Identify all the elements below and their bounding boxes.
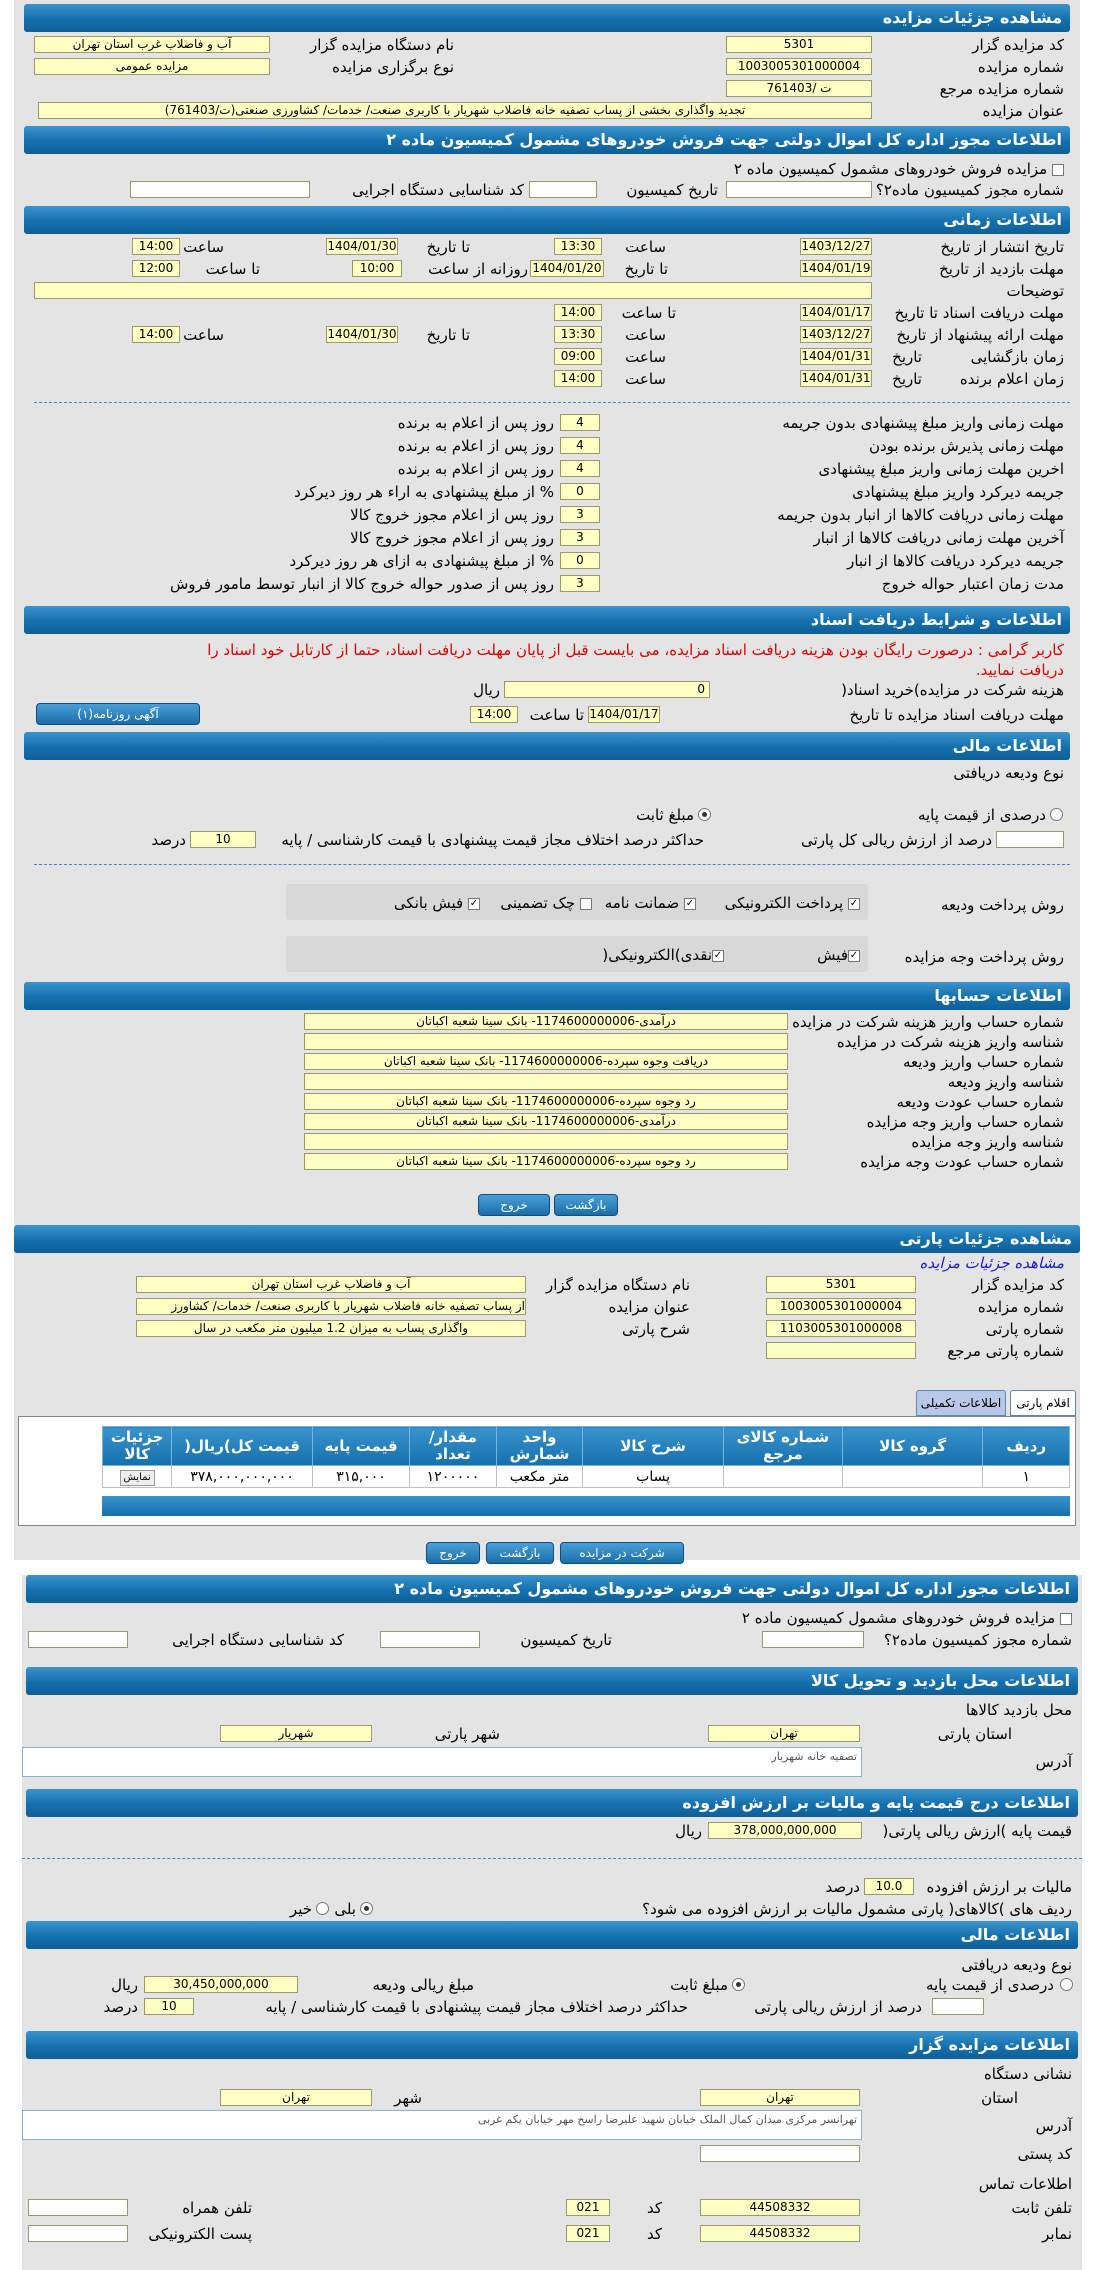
visit-header: اطلاعات محل بازدید و تحویل کالا	[26, 1667, 1078, 1695]
ref-number-label: شماره مزایده مرجع	[939, 80, 1064, 98]
vat-no-radio[interactable]	[316, 1902, 329, 1915]
account-label: شماره حساب واریز ودیعه	[902, 1053, 1064, 1071]
fixed-option-label: مبلغ ثابت	[636, 806, 694, 824]
publish-label: تاریخ انتشار از تاریخ	[940, 238, 1064, 256]
penalty-label: اخرین مهلت زمانی واریز مبلغ پیشنهادی	[818, 460, 1064, 478]
price-method-slip-label: فیش	[817, 946, 848, 964]
winner-label: زمان اعلام برنده	[959, 370, 1064, 388]
party-no-field: 1103005301000008	[766, 1320, 916, 1337]
party-desc-label: شرح پارتی	[622, 1320, 690, 1338]
doc-to-field: 1404/01/17	[801, 305, 871, 319]
penalty-suffix: روز پس از اعلام مجوز خروج کالا	[350, 529, 554, 547]
offer-to-time-label: ساعت	[183, 326, 224, 344]
auction-number-label: شماره مزایده	[977, 58, 1064, 76]
docs-fee-label: هزینه شرکت در مزایده)خرید اسناد(	[841, 681, 1064, 699]
penalty-label: مدت زمان اعتبار حواله خروج	[881, 575, 1064, 593]
fixed2-option-label: مبلغ ثابت	[670, 1976, 728, 1994]
divider	[22, 1858, 1082, 1859]
account-field: رد وجوه سپرده-1174600000006- بانک سینا شعبه اکباتان	[304, 1093, 788, 1110]
permit-number-field	[726, 181, 872, 198]
party-province-field: تهران	[708, 1725, 860, 1742]
phone-field: 44508332	[700, 2199, 860, 2216]
table-footer	[102, 1496, 1070, 1516]
exec-id-field	[130, 181, 310, 198]
party-subject-field: از پساب تصفیه خانه فاضلاب شهریار با کاربری صنعت/ خدمات/ کشاورز	[136, 1298, 526, 1315]
docs-deadline-time: 14:00	[470, 706, 518, 723]
method-electronic[interactable]	[704, 894, 860, 912]
penalty-label: مهلت زمانی پذیرش برنده بودن	[868, 437, 1064, 455]
permit-number-label: شماره مجوز کمیسیون ماده۲؟	[875, 181, 1064, 199]
checkbox-icon[interactable]	[1060, 1613, 1072, 1625]
docs-header: اطلاعات و شرایط دریافت اسناد	[24, 606, 1070, 634]
docs-deadline-date: 1404/01/17	[589, 707, 659, 721]
max-diff-percent: درصد	[151, 831, 186, 849]
permit-checkbox[interactable]	[694, 160, 1064, 178]
account-field	[304, 1073, 788, 1090]
account-field	[304, 1133, 788, 1150]
vat-no-label: خیر	[289, 1900, 312, 1918]
penalty-value: 0	[560, 552, 600, 569]
party-org-field: آب و فاضلاب غرب استان تهران	[136, 1276, 526, 1293]
phone-label: تلفن ثابت	[1011, 2199, 1072, 2217]
max-diff-field: 10	[190, 831, 256, 848]
check-icon[interactable]: ✓	[469, 897, 479, 909]
penalty-value: 3	[560, 506, 600, 523]
vat-field: 10.0	[864, 1878, 914, 1895]
max-diff2-field: 10	[144, 1998, 194, 2015]
party-items-table	[102, 1426, 1070, 1488]
cell-unit: متر مکعب	[496, 1466, 583, 1488]
subject-field: تجدید واگذاری بخشی از پساب تصفیه خانه فاضلاب شهریار با کاربری صنعت/ خدمات/ کشاورزی صنعتی(ت/761403)	[38, 102, 872, 119]
penalty-label: جریمه دیرکرد واریز مبلغ پیشنهادی	[852, 483, 1064, 501]
auctioneer-province-field: تهران	[700, 2089, 860, 2106]
exec-id-label: کد شناسایی دستگاه اجرایی	[352, 181, 524, 199]
penalty-suffix: % از مبلغ پیشنهادی به اراء هر روز دیرکرد	[294, 483, 554, 501]
party-exit-button[interactable]: خروج	[426, 1542, 480, 1564]
fax-label: نمابر	[1042, 2225, 1072, 2243]
visit-from-field: 1404/01/19	[801, 261, 871, 275]
party-address-field: تصفیه خانه شهریار	[22, 1747, 862, 1777]
divider	[34, 402, 1070, 403]
docs-fee-field: 0	[504, 681, 710, 698]
fixed-radio[interactable]	[698, 808, 711, 821]
offer-from-field: 1403/12/27	[801, 327, 871, 341]
description-label: توضیحات	[1006, 282, 1064, 300]
permit2-number-field	[762, 1631, 864, 1648]
party-no-label: شماره پارتی	[985, 1320, 1064, 1338]
commission-date-field	[529, 181, 597, 198]
method-electronic-label: پرداخت الکترونیکی	[724, 894, 844, 912]
fax-code-field: 021	[566, 2225, 610, 2242]
base-price-rial: ریال	[675, 1822, 702, 1840]
column-header: شرح کالا	[583, 1427, 724, 1466]
publish-to-time-field: 14:00	[132, 238, 180, 255]
publish-from-field: 1403/12/27	[801, 239, 871, 253]
percent2-radio[interactable]	[1060, 1978, 1073, 1991]
docs-fee-rial: ریال	[473, 681, 500, 699]
cell-total: ۳۷۸,۰۰۰,۰۰۰,۰۰۰	[172, 1466, 313, 1488]
account-label: شماره حساب عودت ودیعه	[896, 1093, 1064, 1111]
permit2-checkbox-label: مزایده فروش خودروهای مشمول کمیسیون ماده ۲	[741, 1609, 1056, 1627]
visit-deadline-label: مهلت بازدید از تاریخ	[939, 260, 1064, 278]
permit2-exec-label: کد شناسایی دستگاه اجرایی	[172, 1631, 344, 1649]
check-icon[interactable]: ✓	[713, 949, 723, 961]
percent-party2-field	[932, 1998, 984, 2015]
offer-from-time-field: 13:30	[554, 326, 602, 343]
exit-button[interactable]: خروج	[478, 1194, 550, 1216]
party-subject-label: عنوان مزایده	[608, 1298, 690, 1316]
mobile-field	[28, 2199, 128, 2216]
penalty-label: مهلت زمانی دریافت کالاها از انبار بدون جریمه	[777, 506, 1064, 524]
max-diff2-label: حداکثر درصد اختلاف مجاز قیمت پیشنهادی با قیمت کارشناسی / پایه	[265, 1998, 688, 2016]
account-field: دریافت وجوه سپرده-1174600000006- بانک سینا شعبه اکباتان	[304, 1053, 788, 1070]
docs-deadline-time-label: تا ساعت	[529, 706, 584, 724]
visit-place-label: محل بازدید کالاها	[965, 1701, 1072, 1719]
max-diff-label: حداکثر درصد اختلاف مجاز قیمت پیشنهادی با قیمت کارشناسی / پایه	[281, 831, 704, 849]
subject-label: عنوان مزایده	[982, 102, 1064, 120]
offer-to-time-field: 14:00	[132, 326, 180, 343]
percent2-option-label: درصدی از قیمت پایه	[925, 1976, 1054, 1994]
docs-warning: کاربر گرامی : درصورت رایگان بودن هزینه دریافت اسناد مزایده، می بایست قبل از پایان مهلت دریافت اسناد، حتما از کارتابل خود اسناد را دریافت نمایید.	[207, 641, 1064, 679]
postal-code-field	[700, 2145, 860, 2162]
penalty-value: 4	[560, 460, 600, 477]
column-header: قیمت پایه	[312, 1427, 409, 1466]
account-label: شماره حساب واریز وجه مزایده	[866, 1113, 1064, 1131]
account-label: شماره حساب عودت وجه مزایده	[860, 1153, 1064, 1171]
auctioneer-city-label: شهر	[394, 2089, 422, 2107]
penalty-suffix: روز پس از اعلام به برنده	[397, 437, 554, 455]
column-header: گروه کالا	[842, 1427, 983, 1466]
fixed2-radio[interactable]	[732, 1978, 745, 1991]
auction-details-link[interactable]: مشاهده جزئیات مزایده	[919, 1254, 1064, 1272]
price-method-cash-label: نقدی)الکترونیکی(	[602, 946, 712, 964]
price-method-cash[interactable]	[574, 946, 724, 964]
penalty-value: 0	[560, 483, 600, 500]
auctioneer-city-field: تهران	[220, 2089, 372, 2106]
penalty-value: 3	[560, 529, 600, 546]
account-field: درآمدی-1174600000006- بانک سینا شعبه اکباتان	[304, 1013, 788, 1030]
winner-time-label: ساعت	[625, 370, 666, 388]
price-method-slip[interactable]	[774, 946, 860, 964]
party-city-field: شهریار	[220, 1725, 372, 1742]
penalty-suffix: روز پس از اعلام به برنده	[397, 414, 554, 432]
penalty-label: مهلت زمانی واریز مبلغ پیشنهادی بدون جریمه	[782, 414, 1064, 432]
winner-date-field: 1404/01/31	[801, 371, 871, 385]
auctioneer-province-label: استان	[981, 2089, 1018, 2107]
party-ref-field	[766, 1342, 916, 1359]
party-ref-label: شماره پارتی مرجع	[947, 1342, 1064, 1360]
account-field: رد وجوه سپرده-1174600000006- بانک سینا شعبه اکباتان	[304, 1153, 788, 1170]
cell-idx: ۱	[983, 1466, 1070, 1488]
checkbox-icon[interactable]	[580, 898, 592, 910]
show-detail-button[interactable]: نمایش	[120, 1470, 155, 1486]
method-slip[interactable]	[370, 894, 480, 912]
account-label: شماره حساب واریز هزینه شرکت در مزایده	[792, 1013, 1064, 1031]
opening-date-field: 1404/01/31	[801, 349, 871, 363]
doc-to-time-label: تا ساعت	[621, 304, 676, 322]
accounts-header: اطلاعات حسابها	[24, 982, 1070, 1010]
mobile-label: تلفن همراه	[182, 2199, 252, 2217]
phone-code-field: 021	[566, 2199, 610, 2216]
permit2-checkbox[interactable]	[702, 1609, 1072, 1627]
check-icon[interactable]: ✓	[849, 949, 859, 961]
column-header: مقدار/ تعداد	[410, 1427, 497, 1466]
party-code-label: کد مزایده گزار	[972, 1276, 1064, 1294]
party-header: مشاهده جزئیات پارتی	[14, 1225, 1080, 1253]
cell-ref	[723, 1466, 842, 1488]
permit2-exec-field	[28, 1631, 128, 1648]
publish-time-label: ساعت	[625, 238, 666, 256]
offer-time-label: ساعت	[625, 326, 666, 344]
org-label: نام دستگاه مزایده گزار	[309, 36, 454, 54]
opening-time-field: 09:00	[554, 348, 602, 365]
method-slip-label: فیش بانکی	[393, 894, 464, 912]
column-header: واحد شمارش	[496, 1427, 583, 1466]
price-header: اطلاعات درج قیمت پایه و مالیات بر ارزش افزوده	[26, 1789, 1078, 1817]
vat-question: ردیف های )کالاهای( پارتی مشمول مالیات بر ارزش افزوده می شود؟	[642, 1900, 1072, 1918]
winner-time-field: 14:00	[554, 370, 602, 387]
check-icon[interactable]: ✓	[685, 897, 695, 909]
party-address-label: آدرس	[1035, 1753, 1072, 1771]
table-row	[103, 1466, 1070, 1488]
checkbox-icon[interactable]	[1052, 164, 1064, 176]
offer-to-field: 1404/01/30	[327, 327, 397, 341]
cell-qty: ۱۲۰۰۰۰۰	[410, 1466, 497, 1488]
phone-code-label: کد	[646, 2199, 662, 2217]
permit-checkbox-label: مزایده فروش خودروهای مشمول کمیسیون ماده ۲	[733, 160, 1048, 178]
daily-from-label: روزانه از ساعت	[428, 260, 528, 278]
method-cheque-label: چک تضمینی	[500, 894, 576, 912]
cell-base: ۳۱۵,۰۰۰	[312, 1466, 409, 1488]
visit-to-field: 1404/01/20	[530, 260, 604, 277]
org-address-section: نشانی دستگاه	[983, 2065, 1072, 2083]
permit2-date-field	[380, 1631, 480, 1648]
auction-details-header: مشاهده جزئیات مزایده	[24, 4, 1070, 32]
party-province-label: استان پارتی	[937, 1725, 1012, 1743]
account-field	[304, 1033, 788, 1050]
penalty-suffix: % از مبلغ پیشنهادی به ازای هر روز دیرکرد	[289, 552, 554, 570]
cell-desc: پساب	[583, 1466, 724, 1488]
vat-percent: درصد	[825, 1878, 860, 1896]
party-number-label: شماره مزایده	[977, 1298, 1064, 1316]
finance-header: اطلاعات مالی	[24, 732, 1070, 760]
percent-option-label: درصدی از قیمت پایه	[917, 806, 1046, 824]
commission-date-label: تاریخ کمیسیون	[626, 181, 718, 199]
percent-party2-label: درصد از ارزش ریالی پارتی	[754, 1998, 922, 2016]
code-label: کد مزایده گزار	[972, 36, 1064, 54]
code-field: 5301	[726, 36, 872, 53]
winner-date-word: تاریخ	[892, 370, 922, 388]
permit2-date-label: تاریخ کمیسیون	[520, 1631, 612, 1649]
back-button[interactable]: بازگشت	[554, 1194, 618, 1216]
publish-to-field: 1404/01/30	[327, 239, 397, 253]
postal-code-label: کد پستی	[1017, 2145, 1072, 2163]
daily-to-field: 12:00	[132, 260, 180, 277]
penalty-suffix: روز پس از صدور حواله خروج کالا از انبار توسط مامور فروش	[170, 575, 554, 593]
opening-time-label: ساعت	[625, 348, 666, 366]
vat-label: مالیات بر ارزش افزوده	[926, 1878, 1072, 1896]
account-field: درآمدی-1174600000006- بانک سینا شعبه اکباتان	[304, 1113, 788, 1130]
publish-to-label: تا تاریخ	[426, 238, 470, 256]
offer-to-label: تا تاریخ	[426, 326, 470, 344]
publish-to-time-label: ساعت	[183, 238, 224, 256]
finance2-header: اطلاعات مالی	[26, 1921, 1078, 1949]
opening-date-word: تاریخ	[892, 348, 922, 366]
base-price-label: قیمت پایه )ارزش ریالی پارتی(	[882, 1822, 1072, 1840]
party-city-label: شهر پارتی	[434, 1725, 500, 1743]
deposit-amount-rial: ریال	[111, 1976, 138, 1994]
column-header: جزئیات کالا	[103, 1427, 172, 1466]
table-header-row	[103, 1427, 1070, 1466]
visit-to-label: تا تاریخ	[624, 260, 668, 278]
deposit-amount-label: مبلغ ریالی ودیعه	[372, 1976, 474, 1994]
offer-deadline-label: مهلت ارائه پیشنهاد از تاریخ	[896, 326, 1064, 344]
auctioneer-address-field: تهرانسر مرکزی میدان کمال الملک خیابان شهید علیرضا راسخ مهر خیابان یکم غربی	[22, 2110, 862, 2140]
permit-header: اطلاعات مجوز اداره کل اموال دولتی جهت فروش خودروهای مشمول کمیسیون ماده ۲	[24, 126, 1070, 154]
cell-detail[interactable]	[103, 1466, 172, 1488]
account-label: شناسه واریز وجه مزایده	[911, 1133, 1064, 1151]
permit2-header: اطلاعات مجوز اداره کل اموال دولتی جهت فروش خودروهای مشمول کمیسیون ماده ۲	[26, 1575, 1078, 1603]
email-label: پست الکترونیکی	[148, 2225, 252, 2243]
method-guarantee-label: ضمانت نامه	[604, 894, 680, 912]
deposit-method-label: روش پرداخت ودیعه	[940, 896, 1064, 914]
docs-deadline-label: مهلت دریافت اسناد مزایده تا تاریخ	[849, 706, 1064, 724]
tab-extra-info[interactable]: اطلاعات تکمیلی	[916, 1390, 1006, 1416]
contact-section: اطلاعات تماس	[978, 2175, 1072, 2193]
publish-from-time-field: 13:30	[554, 238, 602, 255]
newspaper-notice-button[interactable]: آگهی روزنامه(۱)	[36, 703, 200, 725]
deposit-type2-label: نوع ودیعه دریافتی	[961, 1956, 1072, 1974]
vat-yes-radio[interactable]	[360, 1902, 373, 1915]
fax-code-label: کد	[646, 2225, 662, 2243]
org-field: آب و فاضلاب غرب استان تهران	[34, 36, 270, 53]
tab-party-items[interactable]: اقلام پارتی	[1010, 1390, 1076, 1416]
party-back-button[interactable]: بازگشت	[486, 1542, 554, 1564]
percent-party-label: درصد از ارزش ریالی کل پارتی	[801, 831, 992, 849]
fax-field: 44508332	[700, 2225, 860, 2242]
base-price-field: 378,000,000,000	[708, 1822, 862, 1839]
auction-type-field: مزایده عمومی	[34, 58, 270, 75]
page-upper	[14, 0, 1080, 1560]
timing-header: اطلاعات زمانی	[24, 206, 1070, 234]
doc-to-time-field: 14:00	[554, 304, 602, 321]
description-field	[34, 282, 872, 299]
page-lower	[22, 1575, 1082, 2270]
penalty-suffix: روز پس از اعلام به برنده	[397, 460, 554, 478]
penalty-value: 4	[560, 437, 600, 454]
join-auction-button[interactable]: شرکت در مزایده	[560, 1542, 684, 1564]
penalty-value: 4	[560, 414, 600, 431]
percent-radio[interactable]	[1050, 808, 1063, 821]
penalty-value: 3	[560, 575, 600, 592]
auction-type-label: نوع برگزاری مزایده	[332, 58, 454, 76]
email-field	[28, 2225, 128, 2242]
auctioneer-address-label: آدرس	[1035, 2117, 1072, 2135]
cell-group	[842, 1466, 983, 1488]
penalty-label: جریمه دیرکرد دریافت کالاها از انبار	[847, 552, 1064, 570]
doc-deadline-label: مهلت دریافت اسناد تا تاریخ	[894, 304, 1064, 322]
percent-party-field	[996, 831, 1064, 848]
party-desc-field: واگذاری پساب به میزان 1.2 میلیون متر مکعب در سال	[136, 1320, 526, 1337]
max-diff2-percent: درصد	[103, 1998, 138, 2016]
deposit-type-label: نوع ودیعه دریافتی	[953, 764, 1064, 782]
vat-yes-label: بلی	[334, 1900, 356, 1918]
price-method-label: روش پرداخت وجه مزایده	[904, 948, 1064, 966]
daily-to-label: تا ساعت	[205, 260, 260, 278]
method-guarantee[interactable]	[584, 894, 696, 912]
deposit-amount-field: 30,450,000,000	[144, 1976, 298, 1993]
party-org-label: نام دستگاه مزایده گزار	[545, 1276, 690, 1294]
party-code-field: 5301	[766, 1276, 916, 1293]
ref-number-field: ت /761403	[726, 80, 872, 97]
daily-from-field: 10:00	[352, 260, 402, 277]
column-header: قیمت کل)ریال(	[172, 1427, 313, 1466]
column-header: ردیف	[983, 1427, 1070, 1466]
penalty-suffix: روز پس از اعلام مجوز خروج کالا	[350, 506, 554, 524]
auction-number-field: 1003005301000004	[726, 58, 872, 75]
check-icon[interactable]: ✓	[849, 897, 859, 909]
account-label: شناسه واریز هزینه شرکت در مزایده	[836, 1033, 1064, 1051]
auctioneer-header: اطلاعات مزایده گزار	[26, 2031, 1078, 2059]
penalty-label: آخرین مهلت زمانی دریافت کالاها از انبار	[813, 529, 1064, 547]
method-cheque[interactable]	[474, 894, 592, 912]
permit2-number-label: شماره مجوز کمیسیون ماده۲؟	[883, 1631, 1072, 1649]
divider	[34, 864, 1070, 865]
account-label: شناسه واریز ودیعه	[947, 1073, 1064, 1091]
column-header: شماره کالای مرجع	[723, 1427, 842, 1466]
opening-label: زمان بازگشایی	[970, 348, 1064, 366]
party-number-field: 1003005301000004	[766, 1298, 916, 1315]
